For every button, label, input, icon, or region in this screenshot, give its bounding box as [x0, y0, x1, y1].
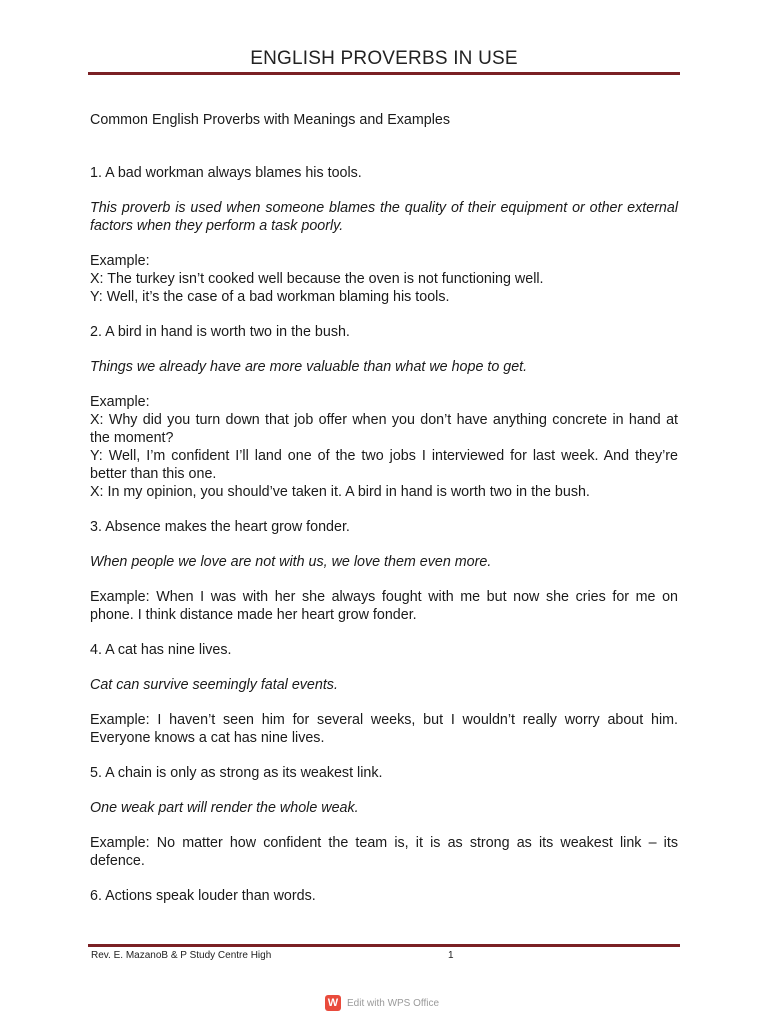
proverb-heading: 3. Absence makes the heart grow fonder.: [90, 519, 350, 535]
proverb-example: [90, 711, 678, 747]
example-label: Example:: [90, 712, 150, 728]
proverb-example: [90, 252, 678, 306]
footer-rule: [88, 944, 680, 947]
proverb-heading: 1. A bad workman always blames his tools.: [90, 165, 362, 181]
document-body: [90, 111, 678, 922]
document-subtitle: Common English Proverbs with Meanings and Examples: [90, 112, 450, 128]
example-line: Y: Well, it’s the case of a bad workman blaming his tools.: [90, 289, 450, 305]
proverb-heading: 6. Actions speak louder than words.: [90, 888, 316, 904]
proverb-meaning: This proverb is used when someone blames the quality of their equipment or other external factors when they perform a task poorly.: [90, 200, 678, 234]
proverb-meaning: When people we love are not with us, we love them even more.: [90, 554, 492, 570]
proverb-example: [90, 834, 678, 870]
example-line: Y: Well, I’m confident I’ll land one of the two jobs I interviewed for last week. And they’re better than this one.: [90, 448, 678, 482]
wps-office-icon: W: [325, 995, 341, 1011]
example-text: No matter how confident the team is, it is as strong as its weakest link – its defence.: [90, 835, 678, 869]
proverb-meaning: One weak part will render the whole weak.: [90, 800, 359, 816]
example-label: Example:: [90, 835, 150, 851]
example-label: Example:: [90, 589, 150, 605]
proverb-example: [90, 393, 678, 501]
example-label: Example:: [90, 253, 150, 269]
example-text: When I was with her she always fought with me but now she cries for me on phone. I think distance made her heart grow fonder.: [90, 589, 678, 623]
example-label: Example:: [90, 394, 150, 410]
proverb-heading: 4. A cat has nine lives.: [90, 642, 232, 658]
example-paragraph: [90, 588, 678, 624]
proverb-heading: 5. A chain is only as strong as its weakest link.: [90, 765, 383, 781]
example-line: X: In my opinion, you should’ve taken it. A bird in hand is worth two in the bush.: [90, 484, 590, 500]
example-paragraph: [90, 834, 678, 870]
proverb-example: [90, 588, 678, 624]
wps-edit-link[interactable]: [325, 995, 439, 1011]
example-line: X: The turkey isn’t cooked well because the oven is not functioning well.: [90, 271, 544, 287]
page-title: ENGLISH PROVERBS IN USE: [250, 48, 518, 69]
proverb-meaning: Cat can survive seemingly fatal events.: [90, 677, 338, 693]
proverb-heading: 2. A bird in hand is worth two in the bush.: [90, 324, 350, 340]
header-rule: [88, 72, 680, 75]
example-text: I haven’t seen him for several weeks, but I wouldn’t really worry about him. Everyone knows a cat has nine lives.: [90, 712, 678, 746]
page-number: 1: [448, 950, 454, 961]
wps-edit-label: Edit with WPS Office: [347, 997, 440, 1009]
footer-credit: Rev. E. MazanoB & P Study Centre High: [91, 950, 272, 961]
example-line: X: Why did you turn down that job offer when you don’t have anything concrete in hand at the moment?: [90, 412, 678, 446]
proverb-meaning: Things we already have are more valuable than what we hope to get.: [90, 359, 528, 375]
example-paragraph: [90, 711, 678, 747]
